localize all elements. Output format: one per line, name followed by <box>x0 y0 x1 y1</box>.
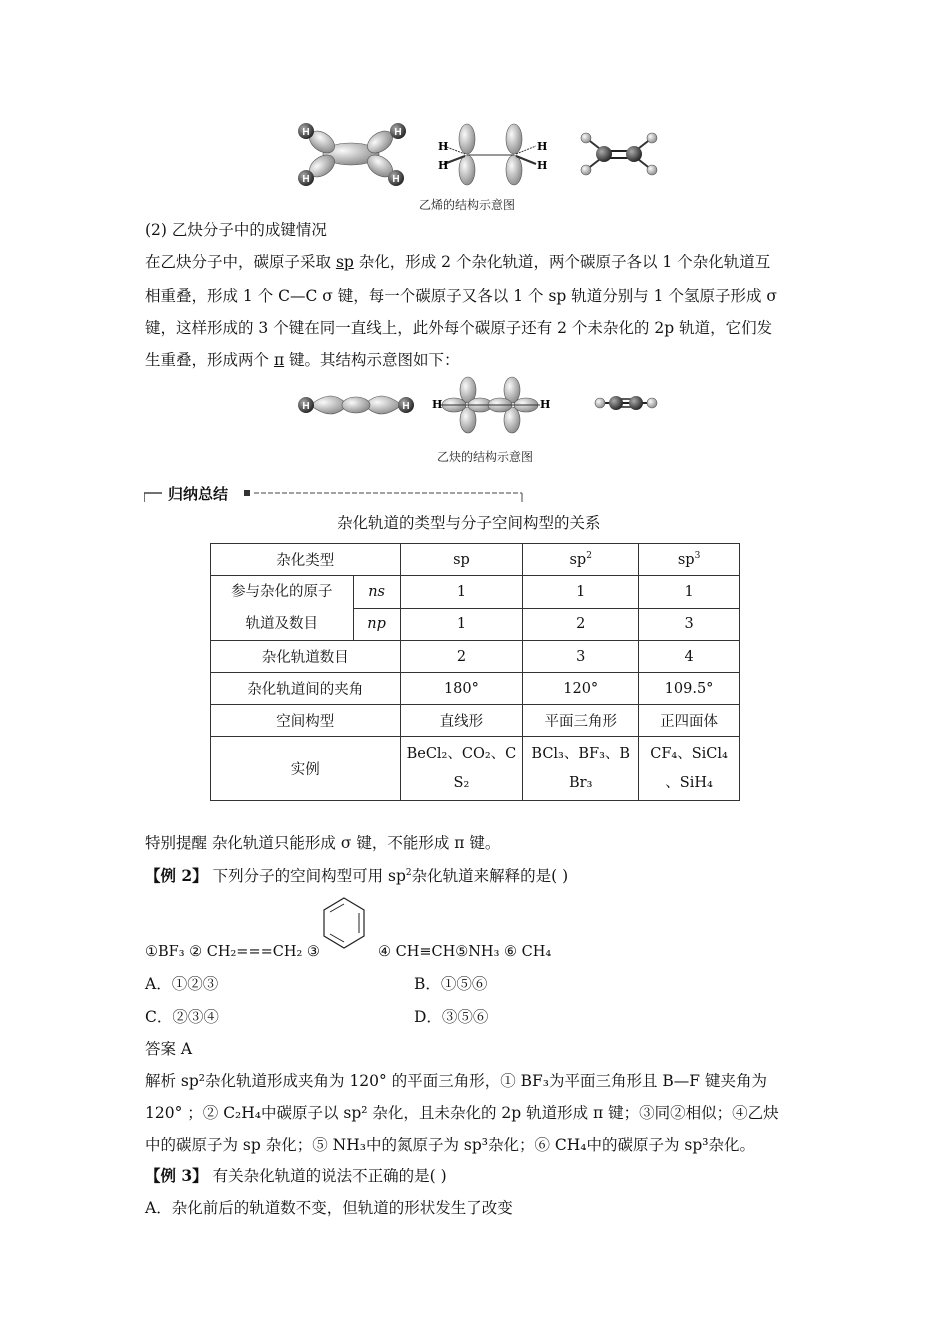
table-cell: 3 <box>523 641 639 673</box>
example-text: CF₄、SiCl₄ <box>650 745 728 762</box>
hybridization-table <box>210 543 740 801</box>
example-text: BeCl₂、CO₂、C <box>406 745 517 762</box>
paragraph-line <box>145 350 460 370</box>
table-cell: np <box>353 608 400 641</box>
table-row <box>211 576 740 609</box>
answer: 答案 A <box>145 1040 193 1058</box>
table-cell: 2 <box>523 608 639 641</box>
table-cell: 2 <box>400 641 523 673</box>
paragraph-line: 键，这样形成的 3 个键在同一直线上，此外每个碳原子还有 2 个未杂化的 2p 轨道，它们发 <box>145 319 773 337</box>
superscript: 2 <box>405 867 412 878</box>
example-tag: 【例 3】 <box>145 1166 208 1185</box>
table-cell: 杂化轨道间的夹角 <box>211 673 401 705</box>
table-cell <box>639 737 740 801</box>
option-d[interactable]: D．③⑤⑥ <box>414 1008 489 1026</box>
paragraph-line: 相重叠，形成 1 个 C—C σ 键，每一个碳原子又各以 1 个 sp 轨道分别与 1 个氢原子形成 σ <box>145 287 777 305</box>
table-row <box>211 737 740 801</box>
underlined-answer: π <box>273 351 285 369</box>
table-cell <box>523 737 639 801</box>
atom-label: H <box>432 398 443 411</box>
text-run: 杂化轨道来解释的是( ) <box>411 867 569 885</box>
acetylene-p-orbital-figure <box>430 374 550 438</box>
option-b[interactable]: B．①⑤⑥ <box>414 975 488 993</box>
acetylene-ball-stick-figure <box>594 394 658 412</box>
table-cell: 空间构型 <box>211 705 401 737</box>
underlined-answer: sp <box>335 253 354 271</box>
table-cell: 109.5° <box>639 673 740 705</box>
svg-text:H: H <box>302 401 310 412</box>
atom-label: H <box>537 159 548 172</box>
summary-label: 归纳总结 <box>168 485 229 503</box>
table-header-cell <box>639 544 740 576</box>
table-title: 杂化轨道的类型与分子空间构型的关系 <box>337 514 601 532</box>
example2-question <box>145 866 568 886</box>
ethylene-p-orbital-figure <box>432 122 550 186</box>
table-cell: 1 <box>639 576 740 609</box>
table-cell: 120° <box>523 673 639 705</box>
example3-question <box>145 1166 447 1186</box>
table-row <box>211 705 740 737</box>
svg-text:H: H <box>402 401 410 412</box>
acetylene-caption: 乙炔的结构示意图 <box>437 450 534 464</box>
ethylene-orbital-overlap-figure <box>292 118 410 192</box>
table-cell <box>211 576 354 641</box>
svg-text:H: H <box>392 174 400 185</box>
table-cell: 4 <box>639 641 740 673</box>
table-cell: 1 <box>400 608 523 641</box>
svg-text:H: H <box>394 127 402 138</box>
table-cell: 3 <box>639 608 740 641</box>
example2-items-a: ①BF₃ ② CH₂===CH₂ ③ <box>145 944 320 960</box>
example2-items-b: ④ CH≡CH⑤NH₃ ⑥ CH₄ <box>378 944 552 960</box>
table-cell: 平面三角形 <box>523 705 639 737</box>
example-text: 、SiH₄ <box>665 774 713 791</box>
text-run: 生重叠，形成两个 <box>145 351 274 369</box>
table-cell: 直线形 <box>400 705 523 737</box>
table-header-cell: sp <box>400 544 523 576</box>
table-cell: 1 <box>400 576 523 609</box>
text-run: 键。其结构示意图如下： <box>284 351 460 369</box>
table-row <box>211 673 740 705</box>
superscript: 2 <box>586 550 592 561</box>
section-heading: (2) 乙炔分子中的成键情况 <box>145 221 327 239</box>
analysis-line: 120° ；② C₂H₄中碳原子以 sp² 杂化，且未杂化的 2p 轨道形成 π 键；③同②相似；④乙炔 <box>145 1104 779 1122</box>
paragraph-line <box>145 252 770 272</box>
table-cell <box>400 737 523 801</box>
analysis-line: 中的碳原子为 sp 杂化；⑤ NH₃中的氮原子为 sp³杂化；⑥ CH₄中的碳原子为 sp³杂化。 <box>145 1136 756 1154</box>
atom-label: H <box>438 159 449 172</box>
example-text: S₂ <box>453 774 470 791</box>
table-header-cell: 杂化类型 <box>211 544 401 576</box>
atom-label: H <box>537 140 548 153</box>
option-a[interactable]: A．杂化前后的轨道数不变，但轨道的形状发生了改变 <box>145 1199 513 1217</box>
ethylene-caption: 乙烯的结构示意图 <box>419 198 516 212</box>
hybrid-type: sp <box>569 551 587 568</box>
hybrid-type: sp <box>677 551 695 568</box>
text-run: 下列分子的空间构型可用 sp <box>207 867 406 885</box>
svg-text:H: H <box>302 174 310 185</box>
example-text: BCl₃、BF₃、B <box>531 745 631 762</box>
row-label: 参与杂化的原子 <box>231 584 333 600</box>
ethylene-ball-stick-figure <box>576 128 662 180</box>
table-cell: 杂化轨道数目 <box>211 641 401 673</box>
table-cell: 实例 <box>211 737 401 801</box>
analysis-line: 解析 sp²杂化轨道形成夹角为 120° 的平面三角形，① BF₃为平面三角形且 B—F 键夹角为 <box>145 1072 767 1090</box>
benzene-ring-icon <box>322 896 366 952</box>
atom-label: H <box>438 140 449 153</box>
acetylene-sigma-overlap-figure <box>296 390 416 420</box>
row-label: 轨道及数目 <box>245 616 319 632</box>
option-c[interactable]: C．②③④ <box>145 1008 219 1026</box>
superscript: 3 <box>694 550 701 561</box>
table-cell: 180° <box>400 673 523 705</box>
special-tip: 特别提醒 杂化轨道只能形成 σ 键，不能形成 π 键。 <box>145 834 501 852</box>
atom-label: H <box>540 398 550 411</box>
example-tag: 【例 2】 <box>145 866 208 885</box>
table-cell: 1 <box>523 576 639 609</box>
table-cell: ns <box>353 576 400 609</box>
table-row <box>211 641 740 673</box>
option-a[interactable]: A．①②③ <box>145 975 219 993</box>
example-text: Br₃ <box>569 774 593 791</box>
text-run: 有关杂化轨道的说法不正确的是( ) <box>207 1167 447 1185</box>
table-row <box>211 544 740 576</box>
text-run: 杂化，形成 2 个杂化轨道，两个碳原子各以 1 个杂化轨道互 <box>353 253 771 271</box>
table-cell: 正四面体 <box>639 705 740 737</box>
text-run: 在乙炔分子中，碳原子采取 <box>145 253 336 271</box>
svg-text:H: H <box>302 127 310 138</box>
table-header-cell <box>523 544 639 576</box>
